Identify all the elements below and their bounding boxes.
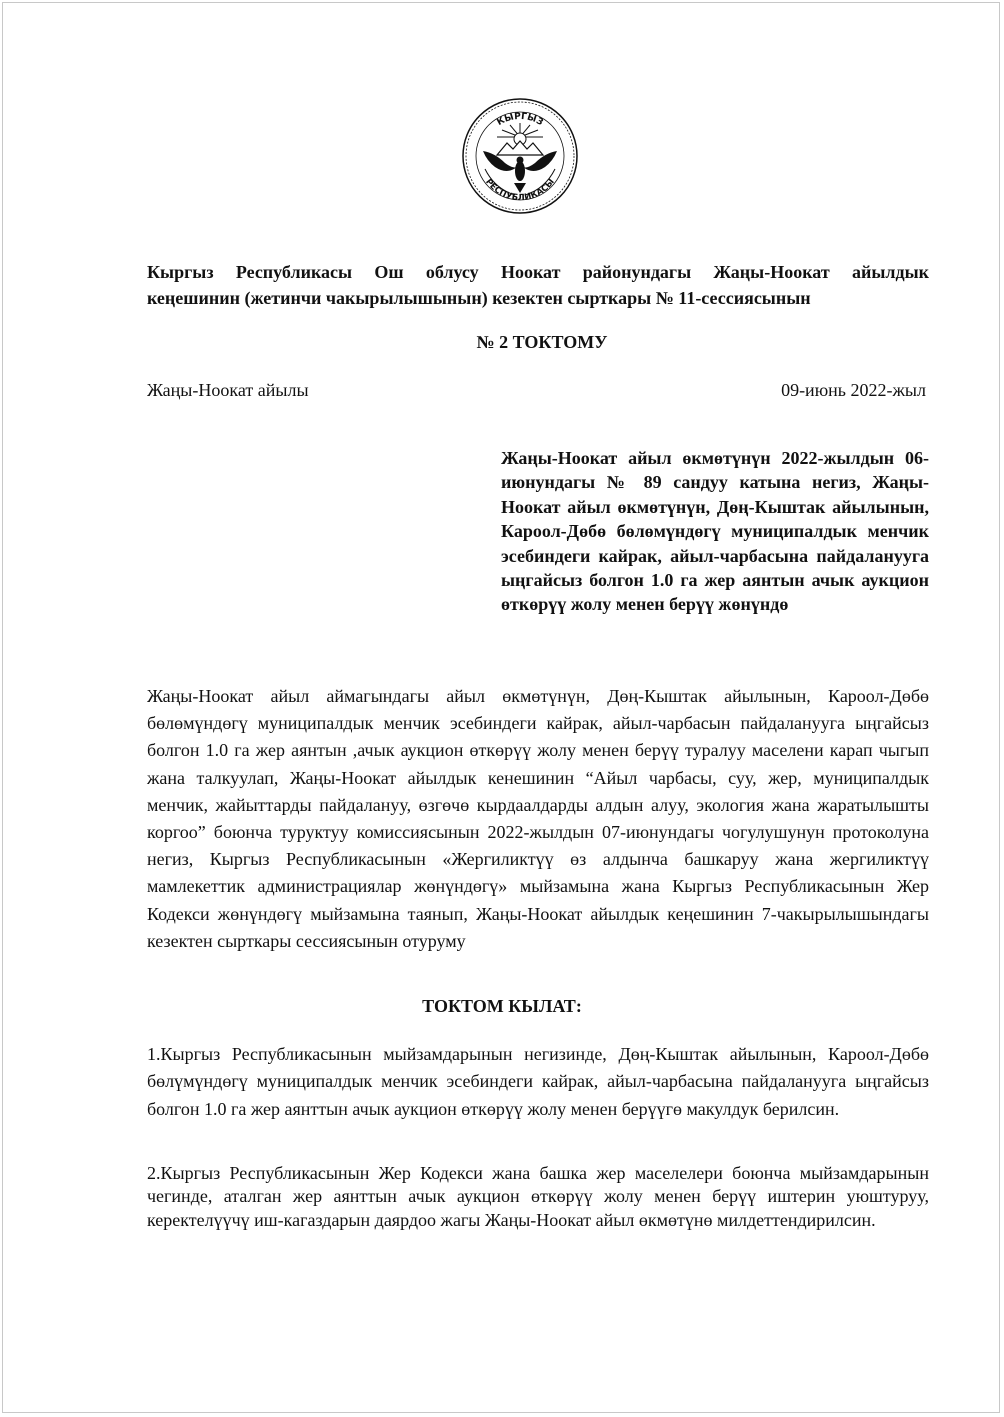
svg-text:КЫРГЫЗ: КЫРГЫЗ [495, 111, 545, 129]
resolution-number-title: № 2 ТОКТОМУ [476, 332, 608, 352]
svg-text:РЕСПУБЛИКАСЫ: РЕСПУБЛИКАСЫ [483, 177, 557, 204]
place-of-issue: Жаңы-Ноокат айылы [147, 380, 309, 400]
decree-heading: ТОКТОМ КЫЛАТ: [422, 996, 582, 1016]
state-emblem [461, 97, 579, 215]
decree-item-2: 2.Кыргыз Республикасынын Жер Кодекси жана башка жер маселелери боюнча мыйзамдарынын чегинде, аталган жер аянттын ачык аукцион өткөрүү жолу менен берүү иштерин уюштуруу, керектелүүчү иш-кагаздарын даярдоо жагы Жаңы-Ноокат айыл өкмөтүнө милдеттендирилсин. [147, 1163, 929, 1230]
header-line-2: кеңешинин (жетинчи чакырылышынын) кезектен сырткары № 11-сессиясынын [147, 288, 811, 308]
preamble-paragraph: Жаңы-Ноокат айыл аймагындагы айыл өкмөтүнүн, Дөң-Кыштак айылынын, Кароол-Дөбө бөлөмүндөгү муниципалдык менчик эсебиндеги кайрак, айыл-чарбасын пайдаланууга ыңгайсыз болгон 1.0 га жер аянтын ,ачык аукцион өткөрүү жолу менен берүү туралуу маселени карап чыгып жана талкуулап, Жаңы-Ноокат айылдык кенешинин “Айыл чарбасы, суу, жер, муниципалдык менчик, жайыттарды пайдалануу, өзгөчө кырдаалдарды алдын алуу, экология жана жаратылышты коргоо” боюнча туруктуу комиссиясынын 2022-жылдын 07-июнундагы чогулушунун протоколуна негиз, Кыргыз Республикасынын «Жергиликтүү өз алдынча башкаруу жана жергиликтүү мамлекеттик администрациялар жөнүндөгү» мыйзамына жана Кыргыз Республикасынын Жер Кодекси жөнүндөгү мыйзамына таянып, Жаңы-Ноокат айылдык кеңешинин 7-чакырылышындагы кезектен сырткары сессиясынын отуруму [147, 686, 929, 951]
kyrgyz-state-emblem-icon [461, 97, 579, 215]
decree-item-1: 1.Кыргыз Республикасынын мыйзамдарынын негизинде, Дөң-Кыштак айылынын, Кароол-Дөбө бөлүмүндөгү муниципалдык менчик эсебиндеги кайрак, айыл-чарбасына пайдаланууга ыңгайсыз болгон 1.0 га жер аянттын ачык аукцион өткөрүү жолу менен берүүгө макулдук берилсин. [147, 1044, 929, 1119]
date-of-issue: 09-июнь 2022-жыл [781, 380, 926, 400]
resolution-header [147, 259, 929, 311]
header-line-1: Кыргыз Республикасы Ош облусу Ноокат районундагы Жаңы-Ноокат айылдык [147, 262, 929, 282]
resolution-subject: Жаңы-Ноокат айыл өкмөтүнүн 2022-жылдын 06-июнундагы № 89 сандуу катына негиз, Жаңы-Ноокат айыл өкмөтүнүн, Дөң-Кыштак айылынын, Кароол-Дөбө бөлөмүндөгү муниципалдык менчик эсебиндеги кайрак, айыл-чарбасына пайдаланууга ыңгайсыз болгон 1.0 га жер аянтын ачык аукцион өткөрүү жолу менен берүү жөнүндө [501, 448, 929, 615]
